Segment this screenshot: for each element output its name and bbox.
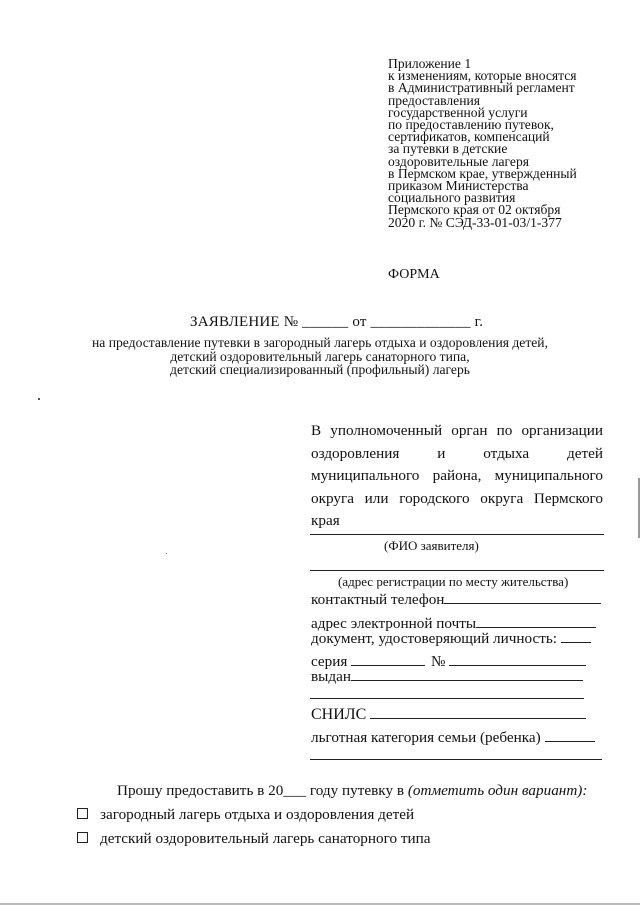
issued-continuation-line[interactable] xyxy=(310,698,584,699)
id-document-field xyxy=(311,628,591,648)
request-line xyxy=(117,782,587,800)
application-date-blank[interactable]: _____________ xyxy=(370,314,471,330)
scan-speck xyxy=(166,553,167,554)
phone-input[interactable] xyxy=(444,589,601,604)
appendix-line: сертификатов, компенсаций xyxy=(388,129,550,145)
snils-field xyxy=(311,704,586,724)
title-prefix: ЗАЯВЛЕНИЕ № xyxy=(190,314,299,330)
appendix-line: в Пермском крае, утвержденный xyxy=(388,165,577,181)
benefit-category-label: льготная категория семьи (ребенка) xyxy=(311,729,541,746)
option-sanatorium-camp[interactable] xyxy=(77,830,431,848)
number-sign: № xyxy=(430,653,446,670)
appendix-block xyxy=(388,58,628,229)
appendix-line: в Административный регламент xyxy=(388,80,575,96)
title-from: от xyxy=(352,314,367,330)
email-input[interactable] xyxy=(476,613,596,628)
id-document-label: документ, удостоверяющий личность: xyxy=(311,630,558,647)
fio-line[interactable] xyxy=(310,534,604,535)
series-input[interactable] xyxy=(351,651,425,666)
appendix-line: социального развития xyxy=(388,190,516,206)
fio-caption: (ФИО заявителя) xyxy=(384,538,479,553)
issued-label: выдан xyxy=(311,668,351,685)
checkbox-icon[interactable] xyxy=(77,808,88,819)
appendix-line: по предоставлению путевок, xyxy=(388,117,554,133)
application-number-blank[interactable]: ______ xyxy=(302,314,349,330)
checkbox-icon[interactable] xyxy=(77,832,88,843)
appendix-line: за путевки в детские xyxy=(388,141,508,157)
subtitle-line: детский оздоровительный лагерь санаторного типа, xyxy=(170,348,470,364)
subtitle-line: детский специализированный (профильный) лагерь xyxy=(170,362,470,377)
address-line[interactable] xyxy=(310,570,604,571)
appendix-line: к изменениям, которые вносятся xyxy=(388,68,577,84)
series-label: серия xyxy=(311,653,348,670)
snils-label: СНИЛС xyxy=(311,706,367,723)
address-caption: (адрес регистрации по месту жительства) xyxy=(338,574,569,589)
form-label-text: ФОРМА xyxy=(388,267,440,282)
benefit-category-continuation-line[interactable] xyxy=(310,759,602,760)
option-label: загородный лагерь отдыха и оздоровления детей xyxy=(100,806,415,823)
id-document-input[interactable] xyxy=(561,628,591,643)
email-label: адрес электронной почты xyxy=(311,615,477,632)
appendix-line: приказом Министерства xyxy=(388,178,529,194)
request-hint: (отметить один вариант): xyxy=(407,782,588,799)
appendix-line: 2020 г. № СЭД-33-01-03/1-377 xyxy=(388,214,562,230)
benefit-category-field xyxy=(311,727,595,747)
appendix-line: оздоровительные лагеря xyxy=(388,153,530,169)
option-country-camp[interactable] xyxy=(77,806,414,824)
issued-input[interactable] xyxy=(351,666,583,681)
issued-field xyxy=(311,666,583,686)
addressee-block: В уполномоченный орган по организации оздоровления и отдыха детей муниципального района, муниципального округа или городского округа Пермского края xyxy=(311,422,603,529)
appendix-line: Пермского края от 02 октября xyxy=(388,202,561,218)
appendix-line: Приложение 1 xyxy=(388,56,472,71)
appendix-line: предоставления xyxy=(388,92,481,108)
scan-speck xyxy=(38,398,40,400)
appendix-line: государственной услуги xyxy=(388,104,528,120)
option-label: детский оздоровительный лагерь санаторного типа xyxy=(100,830,431,847)
application-title-line xyxy=(190,314,483,331)
application-subtitle xyxy=(0,336,640,377)
subtitle-line: на предоставление путевки в загородный лагерь отдыха и оздоровления детей, xyxy=(92,335,548,350)
snils-input[interactable] xyxy=(370,704,586,719)
phone-label: контактный телефон xyxy=(311,591,445,608)
phone-field xyxy=(311,589,601,609)
title-year-suffix: г. xyxy=(474,314,484,330)
benefit-category-input[interactable] xyxy=(545,727,595,742)
document-number-input[interactable] xyxy=(449,651,586,666)
request-text: Прошу предоставить в 20___ году путевку в xyxy=(117,782,405,799)
